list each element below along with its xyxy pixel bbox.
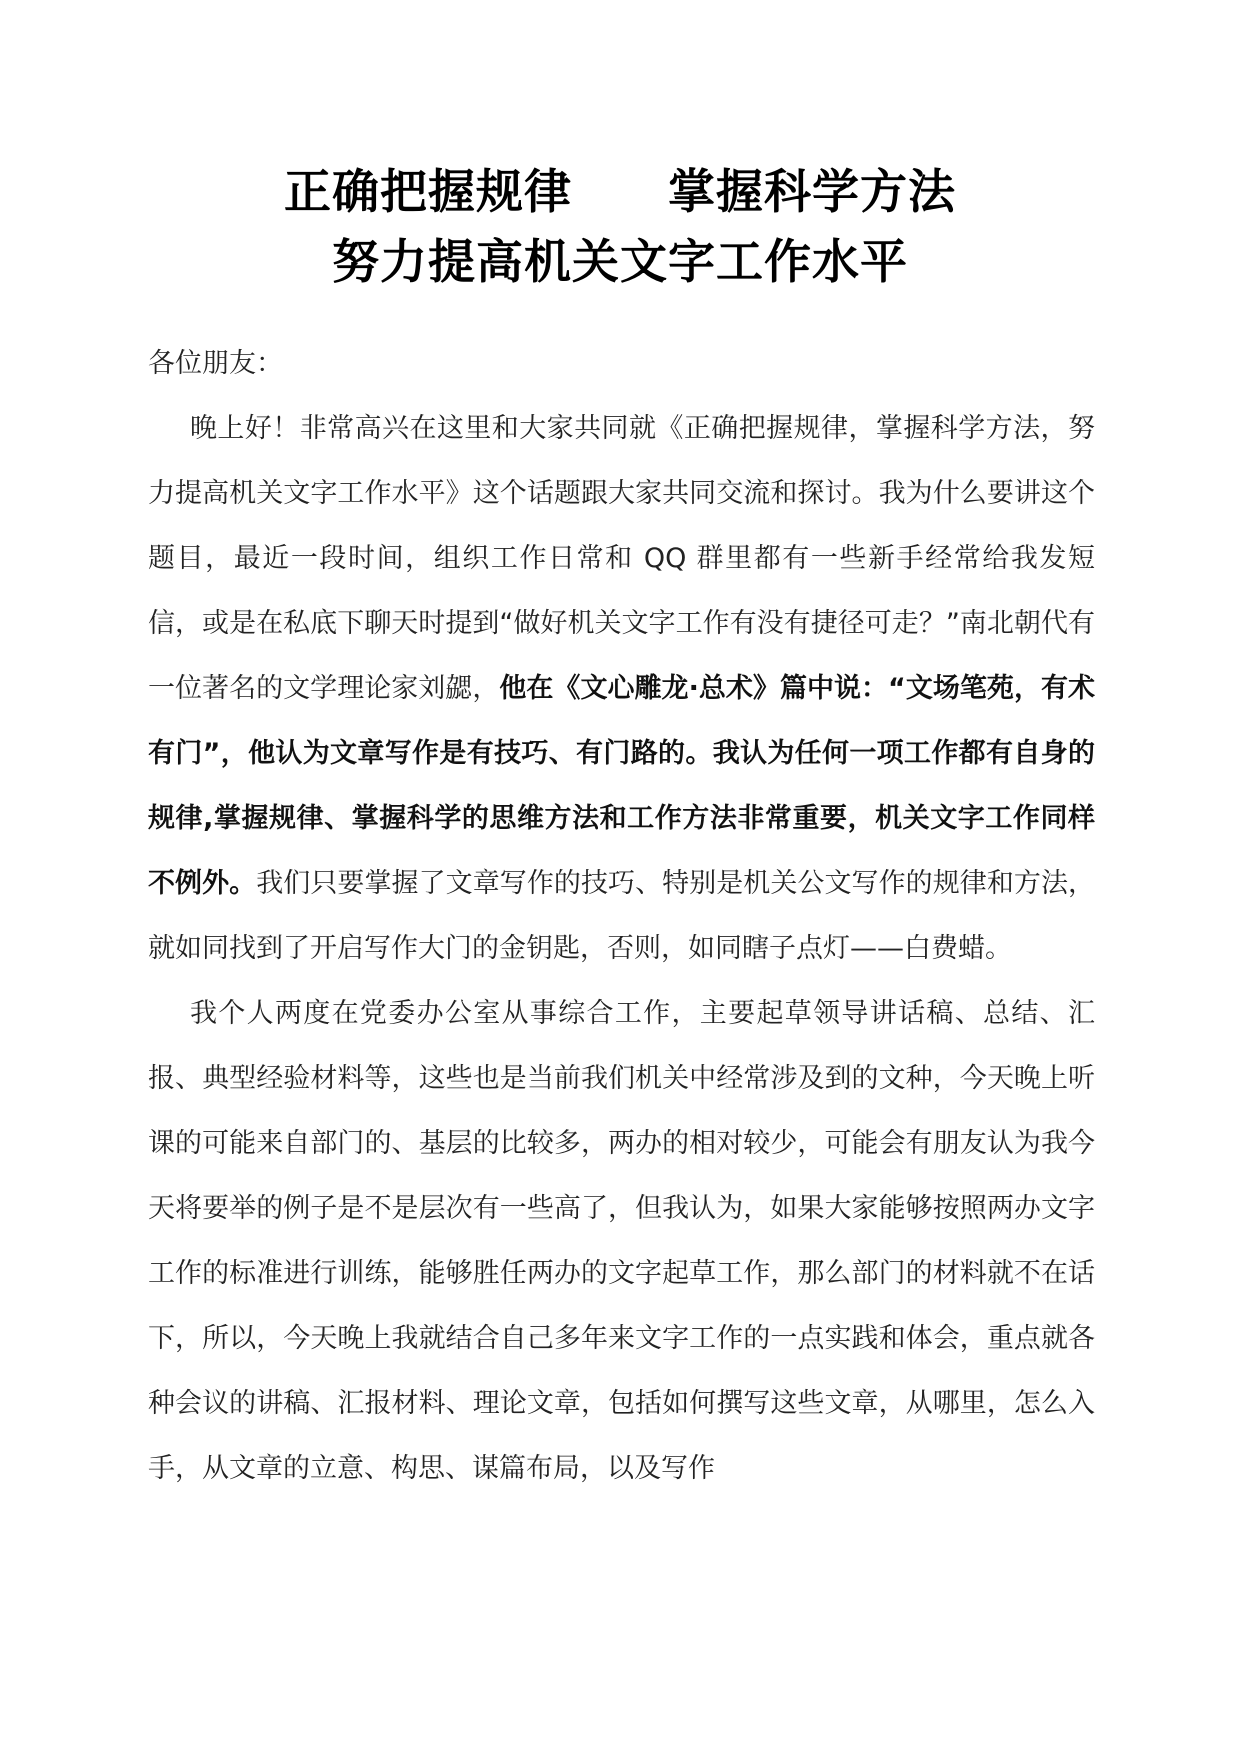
paragraph-1 <box>148 396 1095 981</box>
document-title <box>0 158 1240 298</box>
title-line-2: 努力提高机关文字工作水平 <box>332 235 908 290</box>
paragraph-2: 我个人两度在党委办公室从事综合工作，主要起草领导讲话稿、总结、汇报、典型经验材料等，这些也是当前我们机关中经常涉及到的文种，今天晚上听课的可能来自部门的、基层的比较多，两办的相对较少，可能会有朋友认为我今天将要举的例子是不是层次有一些高了，但我认为，如果大家能够按照两办文字工作的标准进行训练，能够胜任两办的文字起草工作，那么部门的材料就不在话下，所以，今天晚上我就结合自己多年来文字工作的一点实践和体会，重点就各种会议的讲稿、汇报材料、理论文章，包括如何撰写这些文章，从哪里，怎么入手，从文章的立意、构思、谋篇布局，以及写作 <box>148 998 1095 1484</box>
paragraph-1-text: 晚上好！非常高兴在这里和大家共同就《正确把握规律，掌握科学方法，努力提高机关文字工作水平》这个话题跟大家共同交流和探讨。我为什么要讲这个题目，最近一段时间，组织工作日常和 QQ 群里都有一些新手经常给我发短信，或是在私底下聊天时提到“做好机关文字工作有没有捷径可走？”南北朝代有一位著名的文学理论家刘勰， <box>148 413 1095 704</box>
paragraph-1-text-end: 我们只要掌握了文章写作的技巧、特别是机关公文写作的规律和方法，就如同找到了开启写作大门的金钥匙，否则，如同瞎子点灯——白费蜡。 <box>148 868 1096 964</box>
title-line-1: 正确把握规律 掌握科学方法 <box>284 165 956 220</box>
greeting: 各位朋友： <box>148 348 283 379</box>
paragraph-1-bold-text: 他在《文心雕龙·总术》篇中说：“文场笔苑，有术有门”，他认为文章写作是有技巧、有门路的。我认为任何一项工作都有自身的规律,掌握规律、掌握科学的思维方法和工作方法非常重要，机关文字工作同样不例外。 <box>148 673 1095 899</box>
document-body <box>148 331 1095 1501</box>
